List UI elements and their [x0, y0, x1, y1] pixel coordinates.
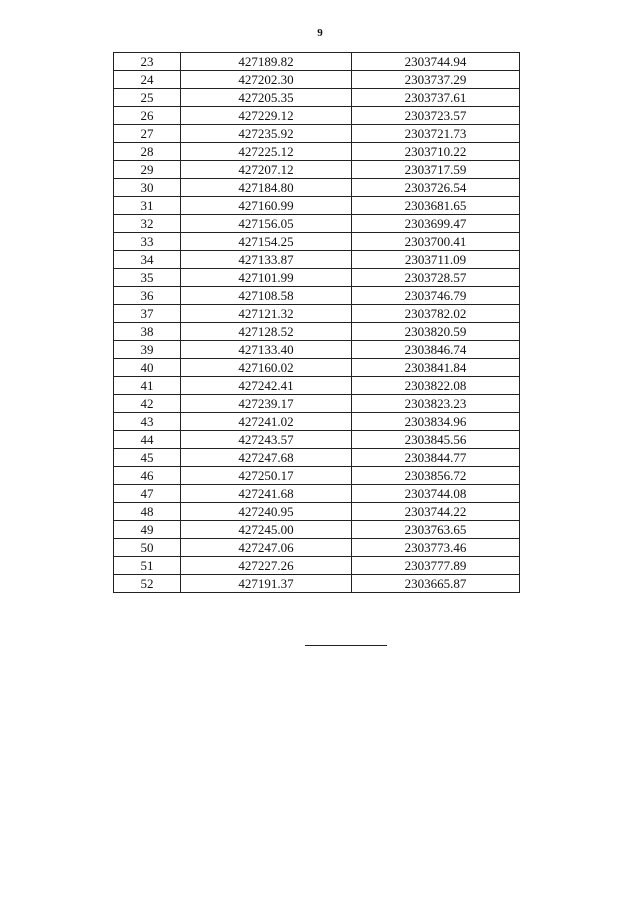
y-coordinate-cell: 2303846.74 — [352, 341, 520, 359]
table-row — [114, 251, 520, 269]
x-coordinate-cell: 427247.06 — [181, 539, 352, 557]
x-coordinate-cell: 427242.41 — [181, 377, 352, 395]
point-number-cell: 39 — [114, 341, 181, 359]
coordinates-table — [113, 52, 520, 593]
table-row — [114, 215, 520, 233]
table-row — [114, 341, 520, 359]
point-number-cell: 37 — [114, 305, 181, 323]
x-coordinate-cell: 427227.26 — [181, 557, 352, 575]
table-row — [114, 395, 520, 413]
point-number-cell: 46 — [114, 467, 181, 485]
point-number-cell: 38 — [114, 323, 181, 341]
x-coordinate-cell: 427239.17 — [181, 395, 352, 413]
y-coordinate-cell: 2303746.79 — [352, 287, 520, 305]
y-coordinate-cell: 2303723.57 — [352, 107, 520, 125]
table-row — [114, 71, 520, 89]
y-coordinate-cell: 2303844.77 — [352, 449, 520, 467]
y-coordinate-cell: 2303845.56 — [352, 431, 520, 449]
x-coordinate-cell: 427184.80 — [181, 179, 352, 197]
y-coordinate-cell: 2303822.08 — [352, 377, 520, 395]
point-number-cell: 29 — [114, 161, 181, 179]
y-coordinate-cell: 2303773.46 — [352, 539, 520, 557]
point-number-cell: 27 — [114, 125, 181, 143]
y-coordinate-cell: 2303744.94 — [352, 53, 520, 71]
point-number-cell: 26 — [114, 107, 181, 125]
x-coordinate-cell: 427250.17 — [181, 467, 352, 485]
table-row — [114, 557, 520, 575]
table-row — [114, 359, 520, 377]
x-coordinate-cell: 427241.68 — [181, 485, 352, 503]
table-row — [114, 143, 520, 161]
table-row — [114, 53, 520, 71]
coordinates-table-body — [114, 53, 520, 593]
point-number-cell: 31 — [114, 197, 181, 215]
y-coordinate-cell: 2303820.59 — [352, 323, 520, 341]
point-number-cell: 50 — [114, 539, 181, 557]
x-coordinate-cell: 427128.52 — [181, 323, 352, 341]
table-row — [114, 449, 520, 467]
y-coordinate-cell: 2303700.41 — [352, 233, 520, 251]
y-coordinate-cell: 2303782.02 — [352, 305, 520, 323]
table-row — [114, 287, 520, 305]
table-row — [114, 161, 520, 179]
y-coordinate-cell: 2303699.47 — [352, 215, 520, 233]
point-number-cell: 32 — [114, 215, 181, 233]
point-number-cell: 34 — [114, 251, 181, 269]
point-number-cell: 42 — [114, 395, 181, 413]
point-number-cell: 44 — [114, 431, 181, 449]
x-coordinate-cell: 427160.99 — [181, 197, 352, 215]
y-coordinate-cell: 2303665.87 — [352, 575, 520, 593]
table-row — [114, 89, 520, 107]
x-coordinate-cell: 427160.02 — [181, 359, 352, 377]
point-number-cell: 51 — [114, 557, 181, 575]
point-number-cell: 33 — [114, 233, 181, 251]
table-row — [114, 377, 520, 395]
table-row — [114, 179, 520, 197]
point-number-cell: 40 — [114, 359, 181, 377]
x-coordinate-cell: 427101.99 — [181, 269, 352, 287]
table-row — [114, 197, 520, 215]
point-number-cell: 43 — [114, 413, 181, 431]
x-coordinate-cell: 427240.95 — [181, 503, 352, 521]
point-number-cell: 45 — [114, 449, 181, 467]
y-coordinate-cell: 2303710.22 — [352, 143, 520, 161]
y-coordinate-cell: 2303841.84 — [352, 359, 520, 377]
x-coordinate-cell: 427133.87 — [181, 251, 352, 269]
y-coordinate-cell: 2303777.89 — [352, 557, 520, 575]
x-coordinate-cell: 427229.12 — [181, 107, 352, 125]
y-coordinate-cell: 2303737.61 — [352, 89, 520, 107]
y-coordinate-cell: 2303681.65 — [352, 197, 520, 215]
x-coordinate-cell: 427207.12 — [181, 161, 352, 179]
point-number-cell: 25 — [114, 89, 181, 107]
y-coordinate-cell: 2303726.54 — [352, 179, 520, 197]
page-number: 9 — [317, 27, 323, 39]
x-coordinate-cell: 427108.58 — [181, 287, 352, 305]
y-coordinate-cell: 2303728.57 — [352, 269, 520, 287]
point-number-cell: 23 — [114, 53, 181, 71]
table-row — [114, 125, 520, 143]
point-number-cell: 30 — [114, 179, 181, 197]
point-number-cell: 24 — [114, 71, 181, 89]
table-row — [114, 503, 520, 521]
x-coordinate-cell: 427247.68 — [181, 449, 352, 467]
x-coordinate-cell: 427154.25 — [181, 233, 352, 251]
y-coordinate-cell: 2303834.96 — [352, 413, 520, 431]
y-coordinate-cell: 2303717.59 — [352, 161, 520, 179]
table-row — [114, 323, 520, 341]
end-of-document-rule — [305, 645, 387, 646]
table-row — [114, 485, 520, 503]
x-coordinate-cell: 427225.12 — [181, 143, 352, 161]
y-coordinate-cell: 2303711.09 — [352, 251, 520, 269]
point-number-cell: 52 — [114, 575, 181, 593]
point-number-cell: 28 — [114, 143, 181, 161]
table-row — [114, 431, 520, 449]
x-coordinate-cell: 427202.30 — [181, 71, 352, 89]
point-number-cell: 48 — [114, 503, 181, 521]
y-coordinate-cell: 2303744.22 — [352, 503, 520, 521]
y-coordinate-cell: 2303763.65 — [352, 521, 520, 539]
x-coordinate-cell: 427241.02 — [181, 413, 352, 431]
table-row — [114, 521, 520, 539]
x-coordinate-cell: 427121.32 — [181, 305, 352, 323]
point-number-cell: 35 — [114, 269, 181, 287]
table-row — [114, 539, 520, 557]
x-coordinate-cell: 427189.82 — [181, 53, 352, 71]
point-number-cell: 36 — [114, 287, 181, 305]
point-number-cell: 49 — [114, 521, 181, 539]
table-row — [114, 575, 520, 593]
table-row — [114, 305, 520, 323]
x-coordinate-cell: 427156.05 — [181, 215, 352, 233]
table-row — [114, 413, 520, 431]
table-row — [114, 107, 520, 125]
y-coordinate-cell: 2303721.73 — [352, 125, 520, 143]
x-coordinate-cell: 427133.40 — [181, 341, 352, 359]
y-coordinate-cell: 2303856.72 — [352, 467, 520, 485]
y-coordinate-cell: 2303737.29 — [352, 71, 520, 89]
x-coordinate-cell: 427205.35 — [181, 89, 352, 107]
table-row — [114, 269, 520, 287]
x-coordinate-cell: 427235.92 — [181, 125, 352, 143]
y-coordinate-cell: 2303823.23 — [352, 395, 520, 413]
x-coordinate-cell: 427243.57 — [181, 431, 352, 449]
y-coordinate-cell: 2303744.08 — [352, 485, 520, 503]
x-coordinate-cell: 427245.00 — [181, 521, 352, 539]
table-row — [114, 233, 520, 251]
table-row — [114, 467, 520, 485]
point-number-cell: 47 — [114, 485, 181, 503]
x-coordinate-cell: 427191.37 — [181, 575, 352, 593]
point-number-cell: 41 — [114, 377, 181, 395]
